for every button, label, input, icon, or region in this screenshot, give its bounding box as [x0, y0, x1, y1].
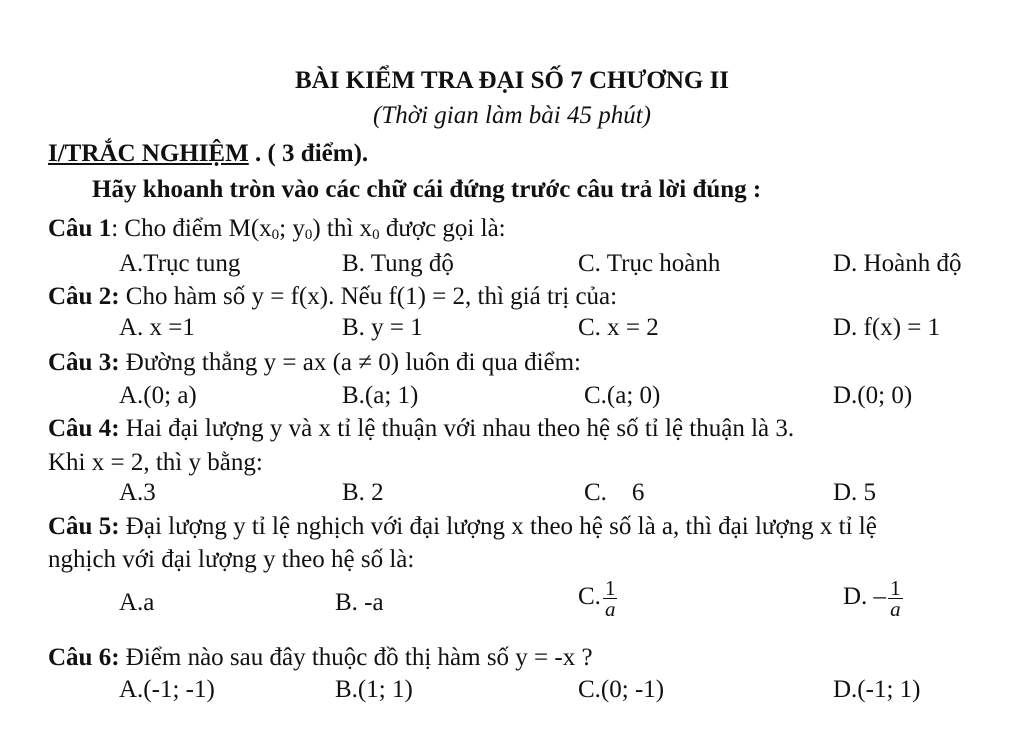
question-label: Câu 1: [48, 215, 112, 242]
question-4: [48, 414, 794, 444]
option-c[interactable]: C. 6: [584, 479, 645, 506]
option-a[interactable]: A. x =1: [119, 314, 195, 341]
question-text: ; y: [279, 215, 305, 242]
question-text: được gọi là:: [379, 215, 506, 242]
question-text: Cho hàm số y = f(x). Nếu f(1) = 2, thì giá trị của:: [119, 283, 618, 310]
fraction: [603, 578, 618, 619]
option-b[interactable]: B. y = 1: [342, 314, 423, 341]
option-c[interactable]: C. Trục hoành: [578, 250, 721, 277]
option-b[interactable]: B. -a: [335, 589, 384, 616]
fraction-numerator: 1: [604, 576, 616, 600]
option-a[interactable]: A.(0; a): [119, 382, 197, 409]
question-text: Đường thẳng y = ax (a ≠ 0) luôn đi qua điểm:: [119, 349, 581, 376]
option-d[interactable]: D.(0; 0): [833, 382, 913, 409]
question-3: [48, 348, 581, 378]
option-b[interactable]: B.(a; 1): [342, 382, 419, 409]
option-d-label: D. –: [843, 583, 887, 611]
fraction-numerator: 1: [890, 576, 901, 600]
option-c[interactable]: C.(0; -1): [578, 676, 665, 703]
instruction: Hãy khoanh tròn vào các chữ cái đứng trước câu trả lời đúng :: [92, 176, 762, 203]
fraction-denominator: a: [604, 597, 616, 621]
question-4-continued: Khi x = 2, thì y bằng:: [48, 449, 263, 476]
option-b[interactable]: B. Tung độ: [342, 250, 454, 277]
option-a[interactable]: A.3: [119, 479, 156, 506]
section-heading: [48, 139, 368, 169]
subscript: 0: [372, 227, 380, 243]
fraction-denominator: a: [890, 597, 901, 621]
question-5-continued: nghịch với đại lượng y theo hệ số là:: [48, 546, 415, 573]
question-text: Đại lượng y tỉ lệ nghịch với đại lượng x theo hệ số là a, thì đại lượng x tỉ lệ: [119, 513, 877, 540]
option-a[interactable]: A.Trục tung: [119, 250, 241, 277]
question-text: ) thì x: [312, 215, 373, 242]
question-text: Hai đại lượng y và x tỉ lệ thuận với nhau theo hệ số tỉ lệ thuận là 3.: [119, 415, 795, 442]
page-title: BÀI KIỂM TRA ĐẠI SỐ 7 CHƯƠNG II: [294, 67, 730, 94]
question-6: [48, 643, 593, 673]
question-5: [48, 512, 877, 542]
question-text: Cho điểm M(x: [118, 215, 272, 242]
question-text: Điểm nào sau đây thuộc đồ thị hàm số y = -x ?: [119, 644, 593, 671]
option-c[interactable]: C. x = 2: [578, 314, 659, 341]
option-c-label: C.: [578, 583, 601, 611]
option-d[interactable]: D.(-1; 1): [833, 676, 921, 703]
question-1: [48, 214, 506, 250]
section-label: I/TRẮC NGHIỆM: [48, 140, 249, 167]
section-points: . ( 3 điểm).: [248, 140, 369, 167]
question-label: Câu 5:: [48, 513, 120, 540]
option-b[interactable]: B.(1; 1): [335, 676, 413, 703]
option-a[interactable]: A.(-1; -1): [119, 676, 215, 703]
option-d[interactable]: [843, 578, 903, 619]
option-c[interactable]: [578, 578, 617, 619]
question-label: Câu 4:: [48, 415, 120, 442]
page-subtitle: (Thời gian làm bài 45 phút): [373, 102, 651, 129]
option-d[interactable]: D. f(x) = 1: [833, 314, 941, 341]
option-d[interactable]: D. Hoành độ: [833, 250, 962, 277]
fraction: [888, 578, 903, 619]
question-2: [48, 282, 617, 312]
question-label: Câu 2:: [48, 283, 120, 310]
option-b[interactable]: B. 2: [342, 479, 384, 506]
subscript: 0: [271, 227, 280, 243]
option-c[interactable]: C.(a; 0): [584, 382, 661, 409]
option-d[interactable]: D. 5: [833, 479, 877, 506]
question-label-sep: :: [111, 215, 119, 242]
option-a[interactable]: A.a: [119, 589, 155, 616]
question-label: Câu 6:: [48, 644, 120, 671]
subscript: 0: [304, 227, 313, 243]
question-label: Câu 3:: [48, 349, 120, 376]
